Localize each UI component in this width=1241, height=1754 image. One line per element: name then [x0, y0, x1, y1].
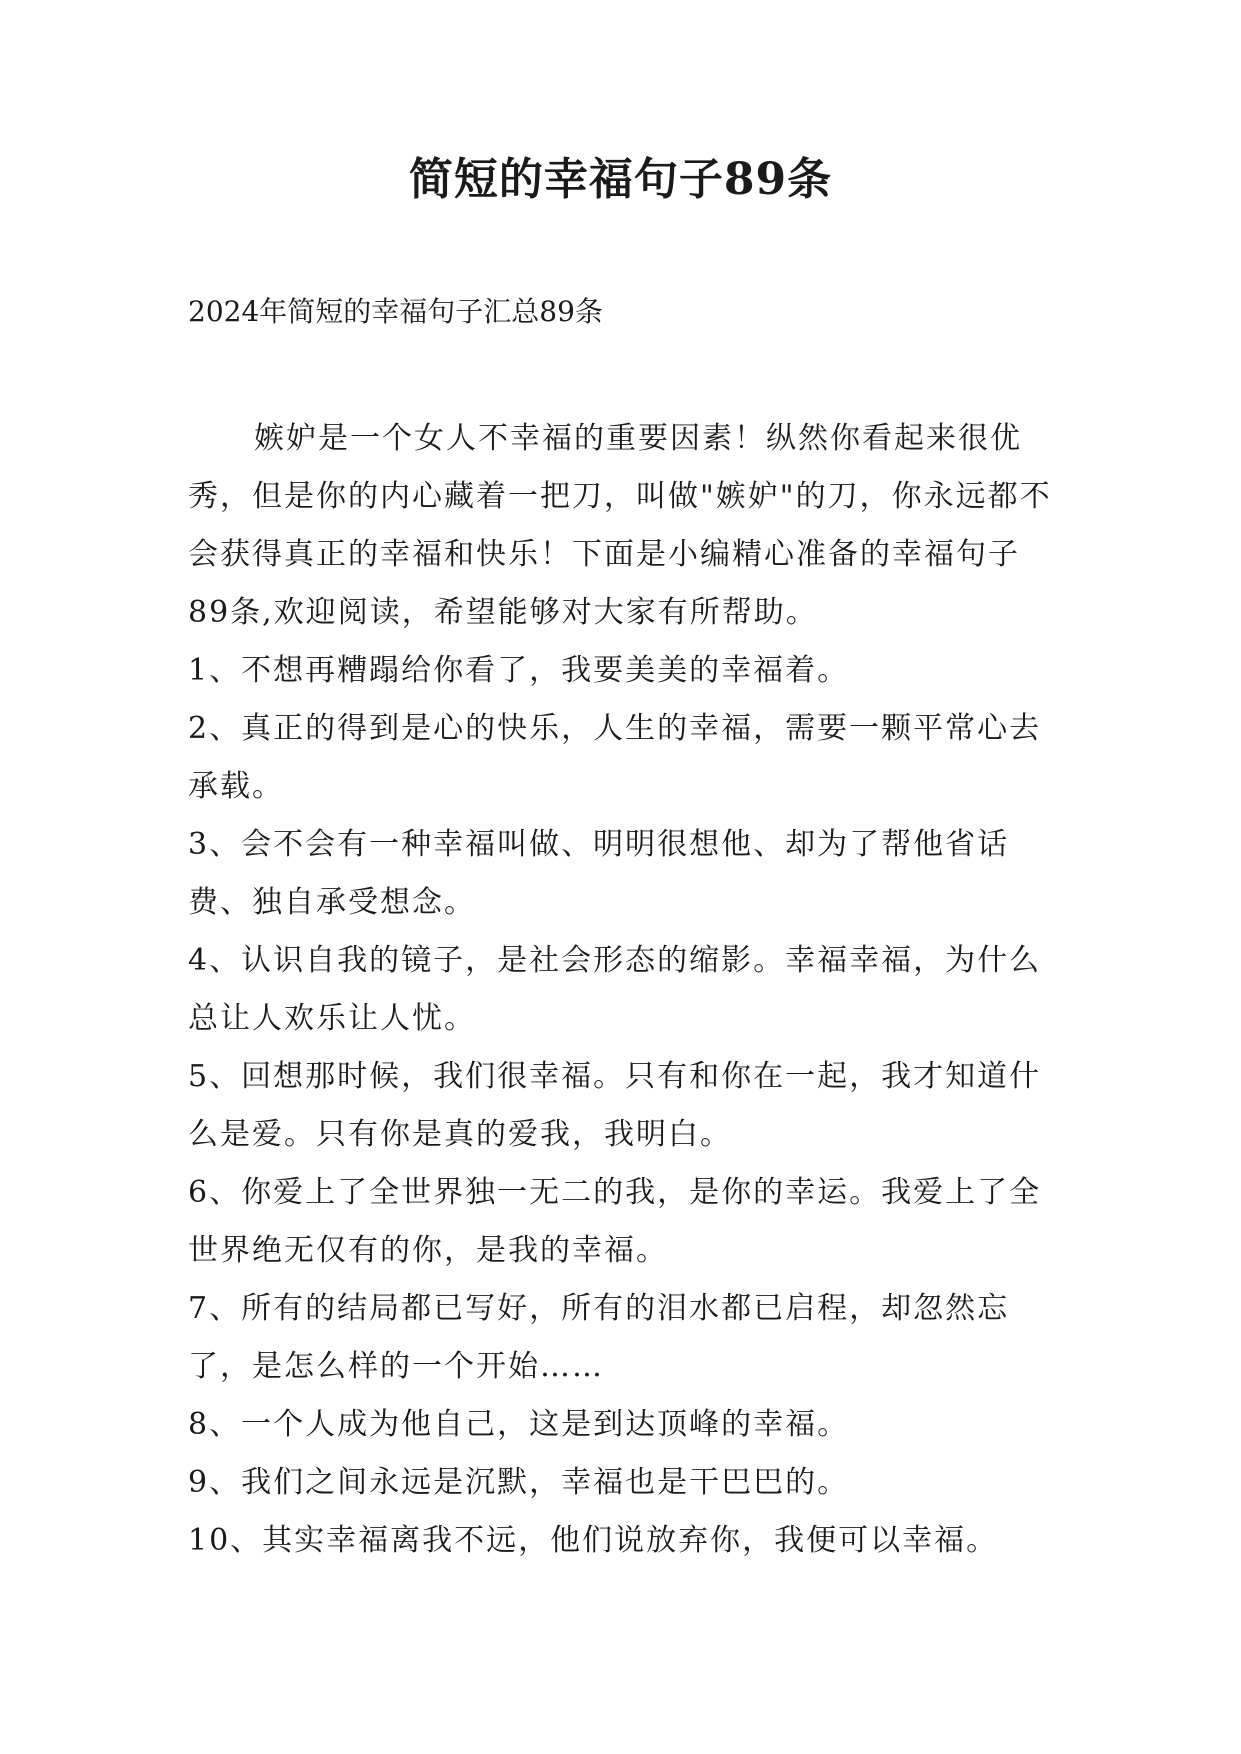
list-item: 10、其实幸福离我不远，他们说放弃你，我便可以幸福。 [188, 1523, 999, 1558]
list-item: 9、我们之间永远是沉默，幸福也是干巴巴的。 [188, 1465, 850, 1500]
document-body [188, 410, 1058, 1570]
list-item: 1、不想再糟蹋给你看了，我要美美的幸福着。 [188, 653, 850, 688]
list-item: 3、会不会有一种幸福叫做、明明很想他、却为了帮他省话费、独自承受想念。 [188, 827, 1010, 920]
list-item: 7、所有的结局都已写好，所有的泪水都已启程，却忽然忘了，是怎么样的一个开始…… [188, 1291, 1010, 1384]
intro-paragraph: 嫉妒是一个女人不幸福的重要因素！纵然你看起来很优秀，但是你的内心藏着一把刀，叫做"嫉妒"的刀，你永远都不会获得真正的幸福和快乐！下面是小编精心准备的幸福句子89条,欢迎阅读，希望能够对大家有所帮助。 [188, 421, 1052, 630]
list-item: 5、回想那时候，我们很幸福。只有和你在一起，我才知道什么是爱。只有你是真的爱我，我明白。 [188, 1059, 1042, 1152]
document-subtitle: 2024年简短的幸福句子汇总89条 [188, 295, 603, 328]
document-title: 简短的幸福句子89条 [408, 154, 833, 205]
list-item: 6、你爱上了全世界独一无二的我，是你的幸运。我爱上了全世界绝无仅有的你，是我的幸福。 [188, 1175, 1042, 1268]
list-item: 4、认识自我的镜子，是社会形态的缩影。幸福幸福，为什么总让人欢乐让人忧。 [188, 943, 1042, 1036]
list-item: 8、一个人成为他自己，这是到达顶峰的幸福。 [188, 1407, 850, 1442]
list-item: 2、真正的得到是心的快乐，人生的幸福，需要一颗平常心去承载。 [188, 711, 1042, 804]
